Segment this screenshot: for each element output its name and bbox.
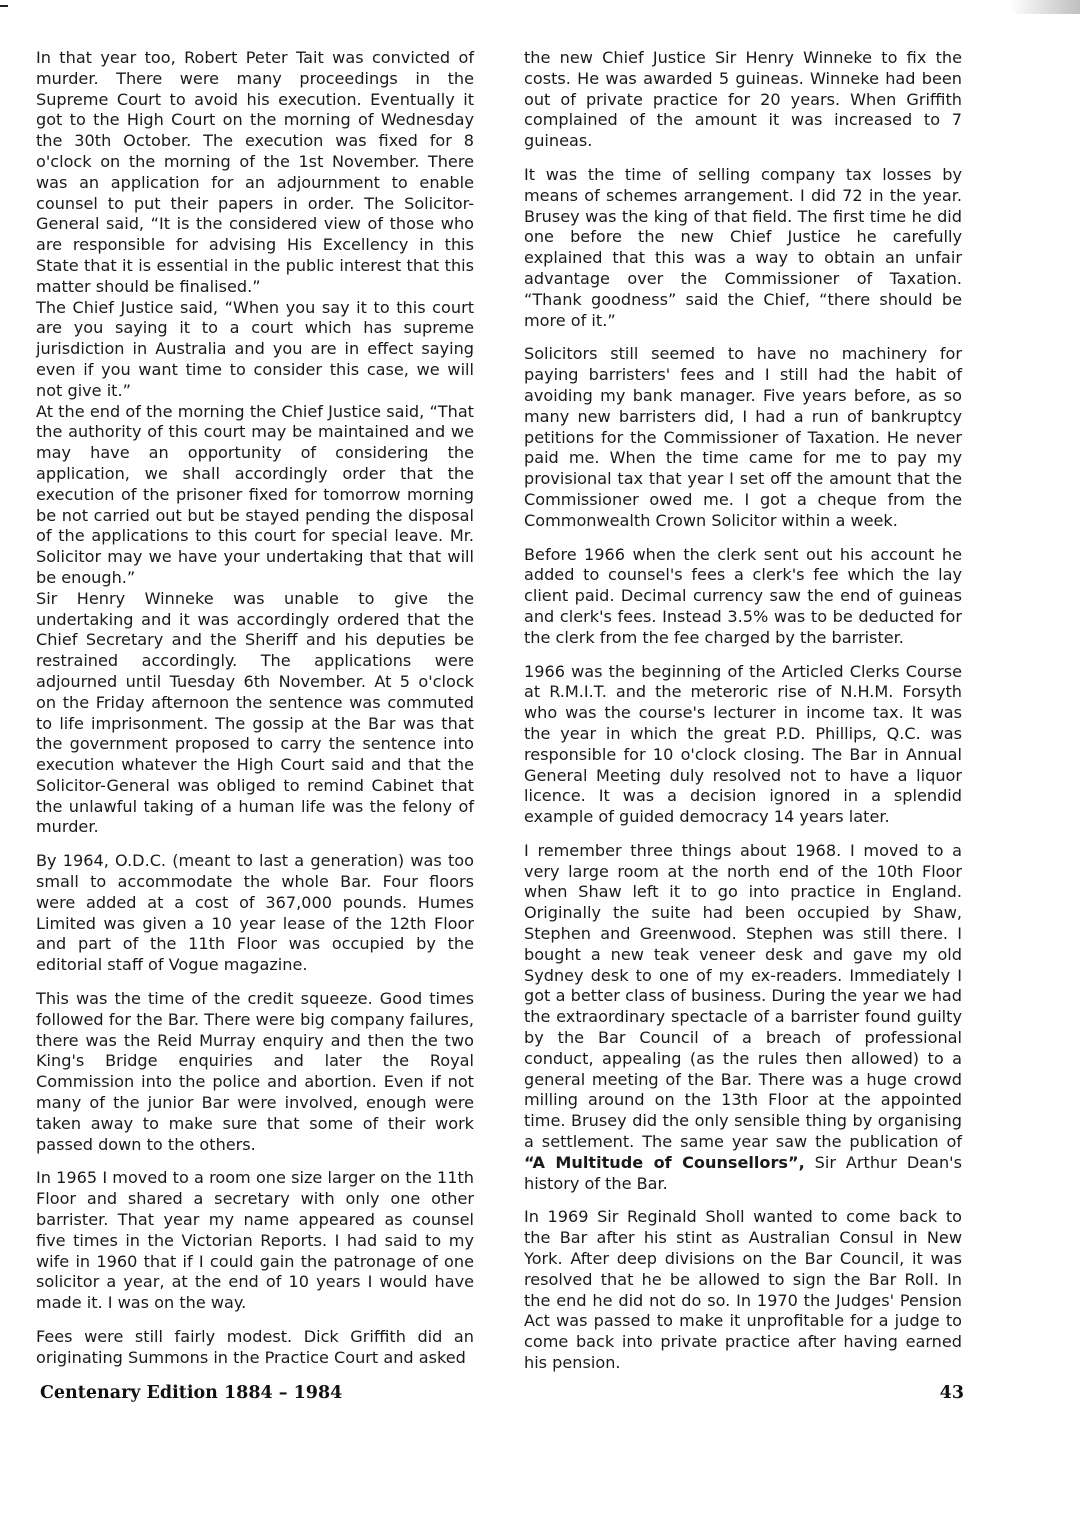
right-paragraph-1: the new Chief Justice Sir Henry Winneke to fix the costs. He was awarded 5 guineas. Winneke had been out of private practice for 20 years. When Griffith complained of the amount it was increased to 7 guineas. [524, 48, 962, 151]
left-paragraph-2: The Chief Justice said, “When you say it to this court are you saying it to a court which has supreme jurisdiction in Australia and you are in effect saying even if you want time to consider this case, we will not give it.” [36, 297, 474, 400]
left-paragraph-3: At the end of the morning the Chief Justice said, “That the authority of this court may be maintained and we may have an opportunity of considering the application, we shall accordingly order that the execution of the prisoner fixed for tomorrow morning be not carried out but be stayed pending the disposal of the applications to this court for special leave. Mr. Solicitor may we have your undertaking that that will be enough.” [36, 401, 474, 587]
footer-publication-title: Centenary Edition 1884 – 1984 [40, 1383, 343, 1403]
right-paragraph-7: In 1969 Sir Reginald Sholl wanted to come back to the Bar after his stint as Australian Consul in New York. After deep divisions on the Bar Council, it was resolved that he be allowed to sign the Bar Roll. In the end he did not do so. In 1970 the Judges' Pension Act was passed to make it unprofitable for a judge to come back into private practice after having earned his pension. [524, 1207, 962, 1373]
left-paragraph-1: In that year too, Robert Peter Tait was convicted of murder. There were many proceedings in the Supreme Court to avoid his execution. Eventually it got to the High Court on the morning of Wednesday the 30th October. The execution was fixed for 8 o'clock on the morning of the 1st November. There was an application for an adjournment to enable counsel to put their papers in order. The Solicitor-General said, “It is the considered view of those who are responsible for advising His Excellency in this State that it is essential in the public interest that this matter should be finalised.” [36, 48, 474, 296]
left-paragraph-8: Fees were still fairly modest. Dick Griffith did an originating Summons in the Practice Court and asked [36, 1327, 474, 1367]
right-paragraph-6-text: I remember three things about 1968. I moved to a very large room at the north end of the 10th Floor when Shaw left it to go into practice in England. Originally the suite had been occupied by Shaw, Stephen and Greenwood. Stephen was still there. I bought a new teak veneer desk and gave my old Sydney desk to one of my ex-readers. Immediately I got a better class of business. During the year we had the extraordinary spectacle of a barrister found guilty by the Bar Council of a breach of professional conduct, appealing (as the rules then allowed) to a general meeting of the Bar. There was a huge crowd milling around on the 13th Floor at the appointed time. Brusey did the only sensible thing by organising a settlement. The same year saw the publication of [524, 840, 962, 1152]
right-paragraph-3: Solicitors still seemed to have no machinery for paying barristers' fees and I still had the habit of avoiding my bank manager. Five years before, as so many new barristers did, I had a run of bankruptcy petitions for the Commissioner of Taxation. He never paid me. When the time came for me to pay my provisional tax that year I set off the amount that the Commissioner owed me. I got a cheque from the Commonwealth Crown Solicitor within a week. [524, 344, 962, 530]
right-paragraph-5: 1966 was the beginning of the Articled Clerks Course at R.M.I.T. and the meteroric rise of N.H.M. Forsyth who was the course's lecturer in income tax. It was the year in which the great P.D. Phillips, Q.C. was responsible for 10 o'clock closing. The Bar in Annual General Meeting duly resolved not to have a liquor licence. It was a decision ignored in a splendid example of guided democracy 14 years later. [524, 661, 962, 827]
left-paragraph-6: This was the time of the credit squeeze. Good times followed for the Bar. There were big company failures, there was the Reid Murray enquiry and then the two King's Bridge enquiries and later the Royal Commission into the police and abortion. Even if not many of the junior Bar were involved, enough were taken away to make sure that some of their work passed down to the others. [36, 989, 474, 1154]
left-column [36, 48, 474, 1369]
left-paragraph-7: In 1965 I moved to a room one size larger on the 11th Floor and shared a secretary with only one other barrister. That year my name appeared as counsel five times in the Victorian Reports. I had said to my wife in 1960 that if I could gain the patronage of one solicitor a year, at the end of 10 years I would have made it. I was on the way. [36, 1168, 474, 1313]
right-column [524, 48, 962, 1374]
left-paragraph-5: By 1964, O.D.C. (meant to last a generation) was too small to accommodate the whole Bar. Four floors were added at a cost of 367,000 pounds. Humes Limited was given a 10 year lease of the 12th Floor and part of the 11th Floor was occupied by the editorial staff of Vogue magazine. [36, 851, 474, 975]
scan-edge-mark [0, 5, 8, 7]
right-paragraph-6 [524, 841, 962, 1195]
left-paragraph-4: Sir Henry Winneke was unable to give the undertaking and it was accordingly ordered that the Chief Secretary and the Sheriff and his deputies be restrained accordingly. The applications were adjourned until Tuesday 6th November. At 5 o'clock on the Friday afternoon the sentence was commuted to life imprisonment. The gossip at the Bar was that the government proposed to carry the sentence into execution whatever the High Court said and that the Solicitor-General was obliged to remind Cabinet that the unlawful taking of a human life was the felony of murder. [36, 588, 474, 837]
right-paragraph-2: It was the time of selling company tax losses by means of schemes arrangement. I did 72 in the year. Brusey was the king of that field. The first time he did one before the new Chief Justice he carefully explained that this was a way to obtain an unfair advantage over the Commissioner of Taxation. “Thank goodness” said the Chief, “there should be more of it.” [524, 164, 962, 330]
page-number: 43 [939, 1383, 964, 1403]
right-paragraph-4: Before 1966 when the clerk sent out his account he added to counsel's fees a clerk's fee which the lay client paid. Decimal currency saw the end of guineas and clerk's fees. Instead 3.5% was to be deducted for the clerk from the fee charged by the barrister. [524, 544, 962, 647]
right-paragraph-6-tail: Sir Arthur Dean's history of the Bar. [524, 1152, 962, 1193]
scan-edge-shadow [1010, 0, 1080, 14]
book-title: “A Multitude of Counsellors”, [524, 1152, 805, 1172]
